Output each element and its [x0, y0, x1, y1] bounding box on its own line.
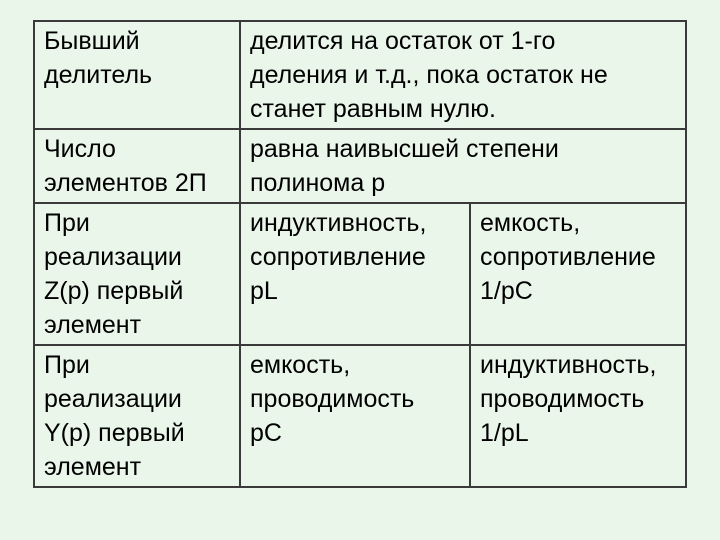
comparison-table: [33, 20, 687, 488]
row-value-cell: равна наивысшей степени полинома р: [240, 129, 686, 203]
row-value-cell: емкость, сопротивление 1/pC: [470, 203, 686, 345]
row-label-cell: Число элементов 2П: [34, 129, 240, 203]
row-label-cell: Бывший делитель: [34, 21, 240, 129]
row-value-cell: делится на остаток от 1-го деления и т.д., пока остаток не станет равным нулю.: [240, 21, 686, 129]
row-value-cell: индуктивность, проводимость 1/pL: [470, 345, 686, 487]
table-row: [34, 129, 686, 203]
table-row: [34, 21, 686, 129]
row-label-cell: При реализации Y(р) первый элемент: [34, 345, 240, 487]
row-value-cell: емкость, проводимость pC: [240, 345, 470, 487]
table-row: [34, 345, 686, 487]
row-label-cell: При реализации Z(р) первый элемент: [34, 203, 240, 345]
row-value-cell: индуктивность, сопротивление pL: [240, 203, 470, 345]
table-row: [34, 203, 686, 345]
